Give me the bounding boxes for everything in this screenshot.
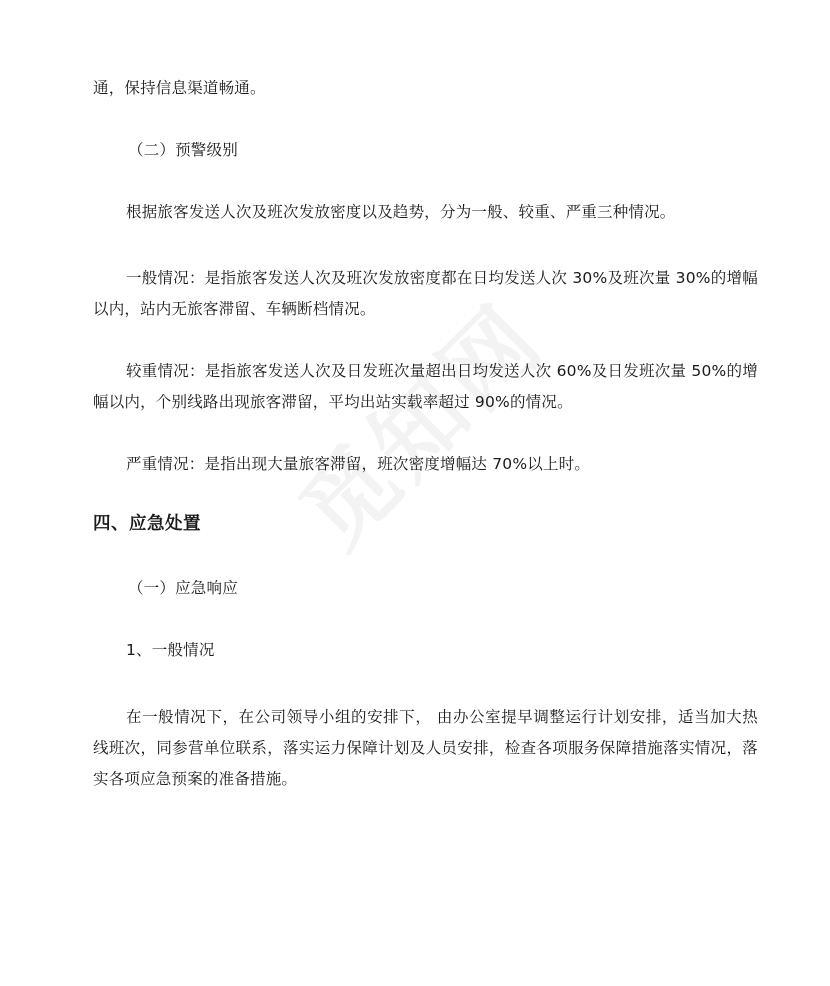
item-title-general-situation: 1、一般情况 [126,641,215,659]
paragraph-moderate-situation: 较重情况：是指旅客发送人次及日发班次量超出日均发送人次 60%及日发班次量 50%的增幅以内，个别线路出现旅客滞留，平均出站实载率超过 90%的情况。 [93,362,758,411]
paragraph-severe-situation: 严重情况：是指出现大量旅客滞留，班次密度增幅达 70%以上时。 [126,455,591,473]
paragraph-continuation: 通，保持信息渠道畅通。 [93,79,266,97]
paragraph-general-response: 在一般情况下，在公司领导小组的安排下， 由办公室提早调整运行计划安排，适当加大热线班次，同参营单位联系，落实运力保障计划及人员安排，检查各项服务保障措施落实情况，落实各项应急预案的准备措施。 [93,708,758,788]
paragraph-general-situation: 一般情况：是指旅客发送人次及班次发放密度都在日均发送人次 30%及班次量 30%的增幅以内，站内无旅客滞留、车辆断档情况。 [93,269,758,318]
section-title-emergency-response: （一）应急响应 [128,579,238,597]
section-title-warning-level: （二）预警级别 [128,141,238,159]
paragraph-classification: 根据旅客发送人次及班次发放密度以及趋势，分为一般、较重、严重三种情况。 [126,203,676,221]
heading-emergency-handling: 四、应急处置 [93,514,201,534]
